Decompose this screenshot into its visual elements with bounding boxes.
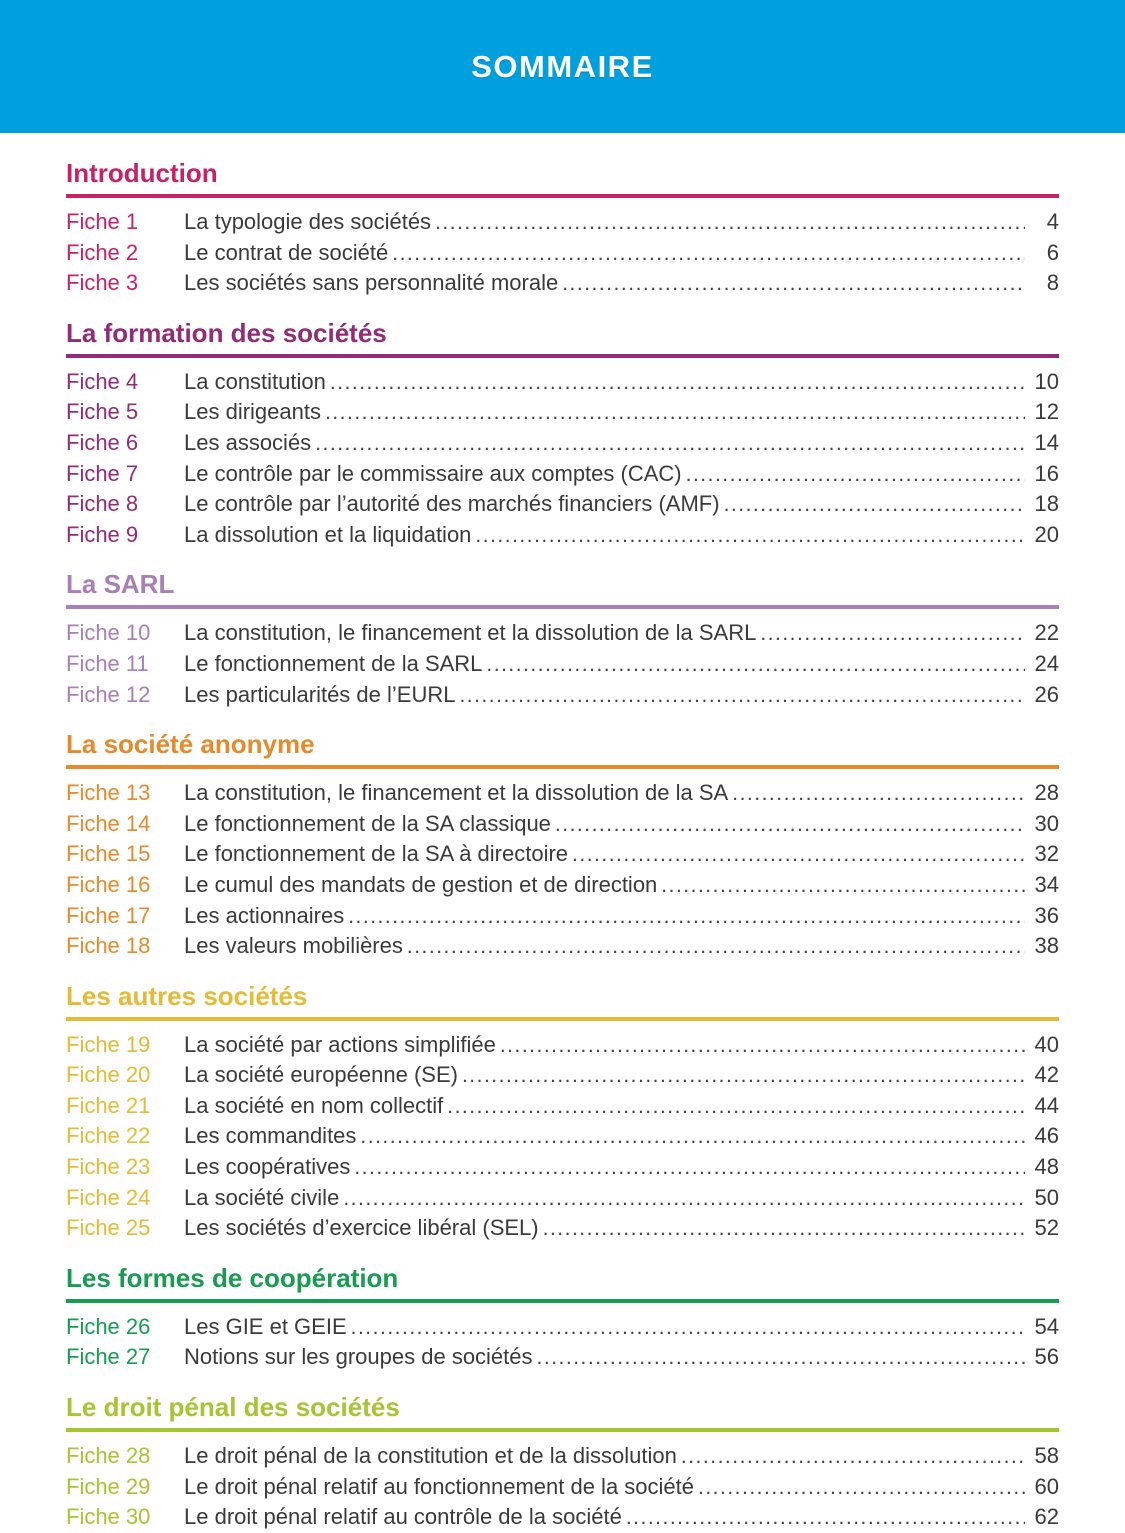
entry-fiche: Fiche 1 [66,209,139,234]
toc-section [66,318,1059,551]
entry-page: 26 [1034,681,1059,707]
entry-fiche: Fiche 3 [66,270,139,296]
toc-entry [66,1091,1059,1122]
toc-entry [66,489,1059,520]
toc-section [66,1392,1059,1533]
toc-entry [66,1472,1059,1503]
entry-page: 8 [1046,270,1059,296]
entry-dot-leader [543,1213,1025,1244]
entry-page: 32 [1034,841,1059,867]
toc-section [66,1263,1059,1373]
entry-dot-leader [724,489,1025,520]
entry-title: Les valeurs mobilières [184,933,403,959]
entry-fiche: Fiche 22 [66,1123,151,1149]
entry-dot-leader [475,520,1025,551]
entry-title: Les sociétés sans personnalité morale [184,270,559,296]
section-title: La SARL [66,569,1059,609]
entry-title: Le contrat de société [184,239,389,265]
toc-entry [66,1121,1059,1152]
toc-entry [66,618,1059,649]
toc-entry [66,367,1059,398]
toc-entry [66,649,1059,680]
toc-entry [66,238,1059,269]
toc-entry [66,680,1059,711]
section-title: La formation des sociétés [66,318,1059,358]
entry-dot-leader [537,1342,1025,1373]
toc-entry [66,1213,1059,1244]
entry-fiche: Fiche 8 [66,491,139,517]
entry-dot-leader [500,1030,1025,1061]
entry-dot-leader [572,839,1025,870]
toc-entry [66,870,1059,901]
entry-fiche: Fiche 13 [66,780,151,806]
entry-fiche: Fiche 25 [66,1215,151,1241]
toc-entry [66,520,1059,551]
entry-title: Le contrôle par l’autorité des marchés financiers (AMF) [184,491,720,517]
entry-page: 40 [1034,1031,1059,1057]
section-entries [66,1312,1059,1373]
entry-fiche: Fiche 24 [66,1184,151,1210]
entry-fiche: Fiche 15 [66,841,151,867]
toc-section [66,569,1059,710]
section-title: Le droit pénal des sociétés [66,1392,1059,1432]
entry-page: 18 [1034,491,1059,517]
entry-dot-leader [343,1183,1025,1214]
entry-dot-leader [351,1312,1025,1343]
entry-page: 6 [1046,239,1059,265]
toc-entry [66,459,1059,490]
entry-title: Le cumul des mandats de gestion et de direction [184,871,658,897]
entry-page: 38 [1034,933,1059,959]
section-title: Les autres sociétés [66,981,1059,1021]
toc-entry [66,397,1059,428]
entry-page: 14 [1034,429,1059,455]
entry-fiche: Fiche 27 [66,1344,151,1370]
entry-page: 60 [1034,1473,1059,1499]
entry-fiche: Fiche 29 [66,1473,151,1499]
entry-fiche: Fiche 7 [66,460,139,486]
toc-entry [66,1502,1059,1533]
entry-title: Les dirigeants [184,399,321,425]
entry-dot-leader [315,428,1025,459]
entry-fiche: Fiche 12 [66,681,151,707]
section-title: Les formes de coopération [66,1263,1059,1303]
entry-fiche: Fiche 21 [66,1092,151,1118]
entry-page: 62 [1034,1504,1059,1530]
entry-dot-leader [486,649,1025,680]
entry-dot-leader [392,238,1025,269]
section-entries [66,618,1059,710]
entry-dot-leader [462,1060,1025,1091]
entry-title: Le droit pénal relatif au fonctionnement de la société [184,1473,694,1499]
toc-entry [66,1060,1059,1091]
section-title: Introduction [66,158,1059,198]
entry-title: La constitution, le financement et la dissolution de la SARL [184,620,757,646]
toc-entry [66,931,1059,962]
toc-entry [66,268,1059,299]
entry-fiche: Fiche 18 [66,933,151,959]
entry-page: 12 [1034,399,1059,425]
entry-title: La dissolution et la liquidation [184,521,472,547]
entry-title: La société européenne (SE) [184,1062,458,1088]
entry-title: Les coopératives [184,1154,351,1180]
entry-page: 20 [1034,521,1059,547]
section-entries [66,778,1059,962]
entry-fiche: Fiche 17 [66,902,151,928]
entry-dot-leader [435,207,1025,238]
entry-title: Notions sur les groupes de sociétés [184,1344,533,1370]
entry-fiche: Fiche 9 [66,521,139,547]
entry-fiche: Fiche 10 [66,620,151,646]
entry-dot-leader [407,931,1025,962]
entry-page: 28 [1034,780,1059,806]
entry-fiche: Fiche 20 [66,1062,151,1088]
entry-page: 4 [1046,209,1059,234]
entry-title: Le fonctionnement de la SA classique [184,810,551,836]
entry-dot-leader [330,367,1025,398]
entry-page: 56 [1034,1344,1059,1370]
toc-entry [66,428,1059,459]
entry-fiche: Fiche 23 [66,1154,151,1180]
entry-page: 42 [1034,1062,1059,1088]
toc-section [66,981,1059,1244]
entry-fiche: Fiche 14 [66,810,151,836]
toc-entry [66,1342,1059,1373]
entry-dot-leader [698,1472,1025,1503]
entry-title: Les actionnaires [184,902,345,928]
entry-page: 46 [1034,1123,1059,1149]
entry-page: 10 [1034,368,1059,394]
entry-page: 24 [1034,650,1059,676]
entry-title: La typologie des sociétés [184,209,432,234]
toc-entry [66,901,1059,932]
entry-page: 16 [1034,460,1059,486]
entry-page: 52 [1034,1215,1059,1241]
entry-fiche: Fiche 6 [66,429,139,455]
entry-page: 30 [1034,810,1059,836]
toc-entry [66,1030,1059,1061]
entry-page: 48 [1034,1154,1059,1180]
entry-dot-leader [562,268,1025,299]
entry-fiche: Fiche 5 [66,399,139,425]
entry-title: La constitution, le financement et la dissolution de la SA [184,780,729,806]
toc-entry [66,1441,1059,1472]
entry-title: Les GIE et GEIE [184,1313,347,1339]
entry-page: 34 [1034,871,1059,897]
toc [0,133,1125,1533]
entry-page: 54 [1034,1313,1059,1339]
section-entries [66,1030,1059,1244]
entry-dot-leader [661,870,1025,901]
entry-dot-leader [325,397,1025,428]
toc-section [66,158,1059,299]
entry-dot-leader [626,1502,1025,1533]
toc-entry [66,1312,1059,1343]
entry-title: Le droit pénal de la constitution et de la dissolution [184,1443,677,1469]
page-title: SOMMAIRE [471,48,654,84]
entry-title: Le contrôle par le commissaire aux comptes (CAC) [184,460,682,486]
toc-entry [66,778,1059,809]
section-title: La société anonyme [66,729,1059,769]
entry-title: La constitution [184,368,326,394]
entry-dot-leader [354,1152,1025,1183]
entry-page: 50 [1034,1184,1059,1210]
toc-entry [66,1152,1059,1183]
entry-fiche: Fiche 2 [66,239,139,265]
entry-dot-leader [681,1441,1025,1472]
entry-dot-leader [360,1121,1025,1152]
toc-entry [66,809,1059,840]
entry-title: La société par actions simplifiée [184,1031,496,1057]
entry-dot-leader [459,680,1025,711]
entry-title: Le fonctionnement de la SA à directoire [184,841,569,867]
section-entries [66,367,1059,551]
entry-dot-leader [732,778,1025,809]
entry-dot-leader [447,1091,1025,1122]
entry-page: 22 [1034,620,1059,646]
entry-page: 58 [1034,1443,1059,1469]
entry-title: Les sociétés d’exercice libéral (SEL) [184,1215,539,1241]
entry-dot-leader [555,809,1025,840]
entry-title: Les associés [184,429,312,455]
entry-fiche: Fiche 30 [66,1504,151,1530]
entry-fiche: Fiche 26 [66,1313,151,1339]
entry-fiche: Fiche 19 [66,1031,151,1057]
entry-title: Les particularités de l’EURL [184,681,456,707]
header-band [0,0,1125,133]
toc-entry [66,207,1059,238]
entry-dot-leader [686,459,1025,490]
entry-fiche: Fiche 11 [66,650,149,676]
toc-entry [66,1183,1059,1214]
entry-fiche: Fiche 16 [66,871,151,897]
entry-dot-leader [348,901,1025,932]
section-entries [66,207,1059,299]
entry-title: Le fonctionnement de la SARL [184,650,483,676]
section-entries [66,1441,1059,1533]
entry-title: La société en nom collectif [184,1092,444,1118]
entry-fiche: Fiche 4 [66,368,139,394]
entry-title: La société civile [184,1184,340,1210]
entry-title: Les commandites [184,1123,357,1149]
toc-section [66,729,1059,962]
entry-dot-leader [760,618,1025,649]
entry-page: 36 [1034,902,1059,928]
entry-page: 44 [1034,1092,1059,1118]
toc-entry [66,839,1059,870]
entry-title: Le droit pénal relatif au contrôle de la société [184,1504,622,1530]
entry-fiche: Fiche 28 [66,1443,151,1469]
